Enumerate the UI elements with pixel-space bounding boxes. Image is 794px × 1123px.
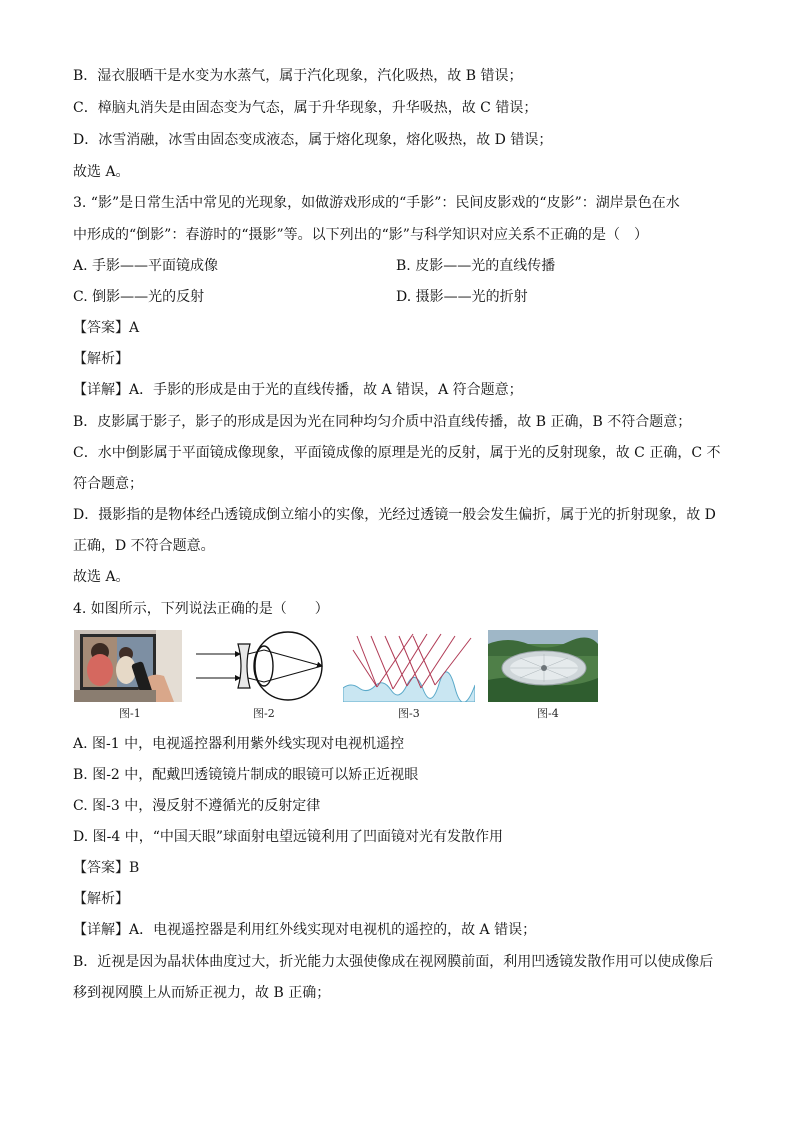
q3-analysis-label: 【解析】 <box>73 351 129 367</box>
text-line: B．湿衣服晒干是水变为水蒸气，属于汽化现象，汽化吸热，故 B 错误； <box>73 68 523 84</box>
q4-detail-line: 移到视网膜上从而矫正视力，故 B 正确； <box>73 985 331 1001</box>
q4-detail-line: 【详解】A．电视遥控器是利用红外线实现对电视机的遥控的，故 A 错误； <box>73 922 537 938</box>
figure-2-caption: 图-2 <box>253 707 275 720</box>
q4-answer: 【答案】B <box>73 860 140 876</box>
q4-analysis-label: 【解析】 <box>73 891 129 907</box>
q4-option-b: B. 图-2 中，配戴凹透镜镜片制成的眼镜可以矫正近视眼 <box>73 767 419 783</box>
q3-detail-line: 【详解】A．手影的形成是由于光的直线传播，故 A 错误，A 符合题意； <box>73 382 523 398</box>
q3-answer: 【答案】A <box>73 320 140 336</box>
figure-4-fast-telescope-photo <box>488 630 598 702</box>
question-3-stem: 3. “影”是日常生活中常见的光现象，如做游戏形成的“手影”：民间皮影戏的“皮影”：湖岸景色在水 <box>73 195 680 211</box>
question-4-stem: 4. 如图所示，下列说法正确的是（ ） <box>73 601 329 617</box>
q4-detail-line: B．近视是因为晶状体曲度过大，折光能力太强使像成在视网膜前面，利用凹透镜发散作用可以使成像后 <box>73 954 714 970</box>
q4-option-a: A. 图-1 中，电视遥控器利用紫外线实现对电视机遥控 <box>73 736 405 752</box>
figure-1-caption: 图-1 <box>119 707 141 720</box>
q3-detail-line: C．水中倒影属于平面镜成像现象，平面镜成像的原理是光的反射，属于光的反射现象，故 C 正确，C 不 <box>73 445 721 461</box>
q3-detail-line: 正确，D 不符合题意。 <box>73 538 215 554</box>
q4-option-c: C. 图-3 中，漫反射不遵循光的反射定律 <box>73 798 321 814</box>
q3-conclusion: 故选 A。 <box>73 569 130 585</box>
text-line: D．冰雪消融，冰雪由固态变成液态，属于熔化现象，熔化吸热，故 D 错误； <box>73 132 553 148</box>
figure-4-caption: 图-4 <box>537 707 559 720</box>
q3-option-d: D. 摄影——光的折射 <box>396 289 528 305</box>
text-line: C．樟脑丸消失是由固态变为气态，属于升华现象，升华吸热，故 C 错误； <box>73 100 538 116</box>
text-line: 故选 A。 <box>73 164 130 180</box>
q3-option-c: C. 倒影——光的反射 <box>73 289 205 305</box>
figure-1-tv-remote-photo <box>74 630 182 702</box>
q4-option-d: D. 图-4 中，“中国天眼”球面射电望远镜利用了凹面镜对光有发散作用 <box>73 829 504 845</box>
figure-3-caption: 图-3 <box>398 707 420 720</box>
figure-3-diffuse-reflection-diagram <box>343 630 475 702</box>
q3-detail-line: B．皮影属于影子，影子的形成是因为光在同种均匀介质中沿直线传播，故 B 正确，B 不符合题意； <box>73 414 692 430</box>
q3-detail-line: 符合题意； <box>73 476 143 492</box>
question-3-stem-cont: 中形成的“倒影”：春游时的“摄影”等。以下列出的“影”与科学知识对应关系不正确的是（ ） <box>73 227 648 243</box>
figure-2-concave-lens-eye-diagram <box>196 630 328 702</box>
q3-option-a: A. 手影——平面镜成像 <box>73 258 219 274</box>
q3-detail-line: D．摄影指的是物体经凸透镜成倒立缩小的实像，光经过透镜一般会发生偏折，属于光的折射现象，故 D <box>73 507 716 523</box>
q3-option-b: B. 皮影——光的直线传播 <box>396 258 556 274</box>
